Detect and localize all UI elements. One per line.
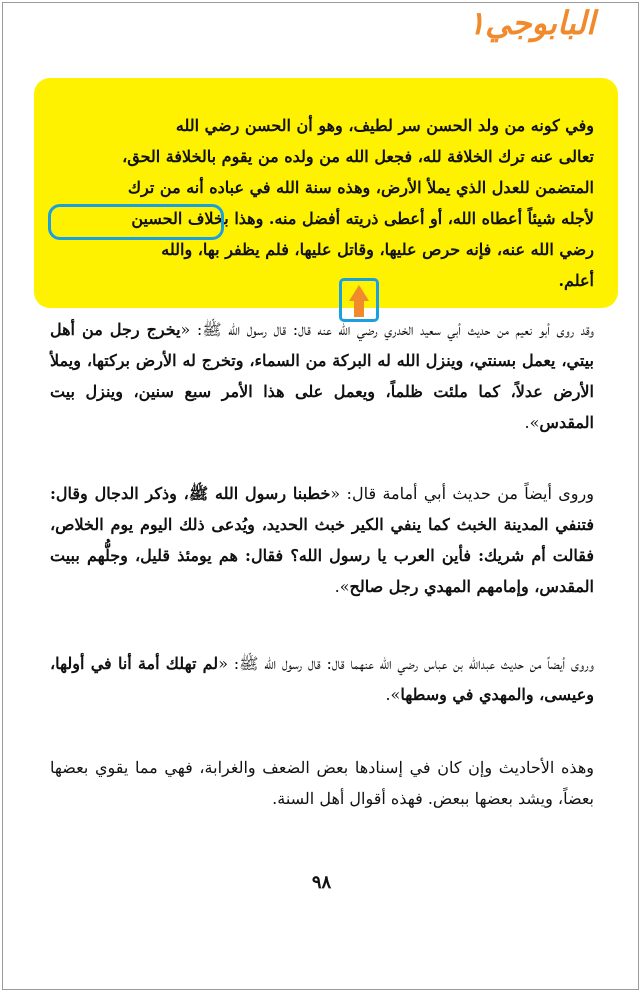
page-number: ٩٨ — [311, 872, 332, 893]
highlight-line-4: لأجله شيئاً أعطاه الله، أو أعطى ذريته أفضل منه. وهذا بخلاف الحسين — [131, 209, 594, 228]
paragraph-abu-saeed — [50, 314, 594, 438]
paragraph-1-intro: وقد روى أبو نعيم من حديث أبي سعيد الخدري رضي الله عنه قال: قال رسول الله ﷺ: « — [180, 320, 595, 339]
highlight-line-3: المتضمن للعدل الذي يملأ الأرض، وهذه سنة الله في عباده أنه من ترك — [127, 178, 594, 197]
paragraph-3-intro: وروى أيضاً من حديث عبدالله بن عباس رضي الله عنهما قال: قال رسول الله ﷺ: « — [218, 654, 594, 673]
highlighted-passage — [58, 110, 594, 296]
highlight-line-2: تعالى عنه ترك الخلافة لله، فجعل الله من ولده من يقوم بالخلافة الحق، — [122, 147, 594, 166]
paragraph-abu-umama — [50, 478, 594, 602]
header-title: البابوجي١ — [467, 4, 595, 42]
paragraph-1-hadith: يخرج رجل من أهل بيتي، يعمل بسنتي، وينزل الله له البركة من السماء، وتخرج له الأرض بركتها، ويملأ الأرض عدلاً، كما ملئت ظلماً، ويعمل على هذا الأمر سبع سنين، وينزل بيت المقدس — [50, 320, 594, 432]
highlight-line-5: رضي الله عنه، فإنه حرص عليها، وقاتل عليها، فلم يظفر بها، والله — [161, 240, 594, 259]
paragraph-3-hadith: لم تهلك أمة أنا في أولها، وعيسى، والمهدي في وسطها — [50, 654, 594, 704]
paragraph-1-end: ». — [524, 413, 540, 432]
paragraph-2-intro: وروى أيضاً من حديث أبي أمامة قال: « — [330, 484, 594, 503]
paragraph-2-end: ». — [334, 577, 350, 596]
paragraph-3-end: ». — [385, 685, 401, 704]
highlight-line-1: وفي كونه من ولد الحسن سر لطيف، وهو أن الحسن رضي الله — [175, 116, 594, 135]
highlight-line-6: أعلم. — [558, 271, 594, 290]
circled-phrase-marker — [48, 204, 224, 240]
paragraph-conclusion: وهذه الأحاديث وإن كان في إسنادها بعض الضعف والغرابة، فهي مما يقوي بعضها بعضاً، ويشد بعضها ببعض. فهذه أقوال أهل السنة. — [50, 758, 594, 808]
paragraph-ibn-abbas — [50, 648, 594, 710]
paragraph-2-hadith: خطبنا رسول الله ﷺ، وذكر الدجال وقال: فتنفي المدينة الخبث كما ينفي الكير خبث الحديد، ويُدعى ذلك اليوم يوم الخلاص، فقالت أم شريك: فأين العرب يا رسول الله؟ فقال: هم يومئذ قليل، وجلُّهم ببيت المقدس، وإمامهم المهدي رجل صالح — [50, 484, 595, 596]
